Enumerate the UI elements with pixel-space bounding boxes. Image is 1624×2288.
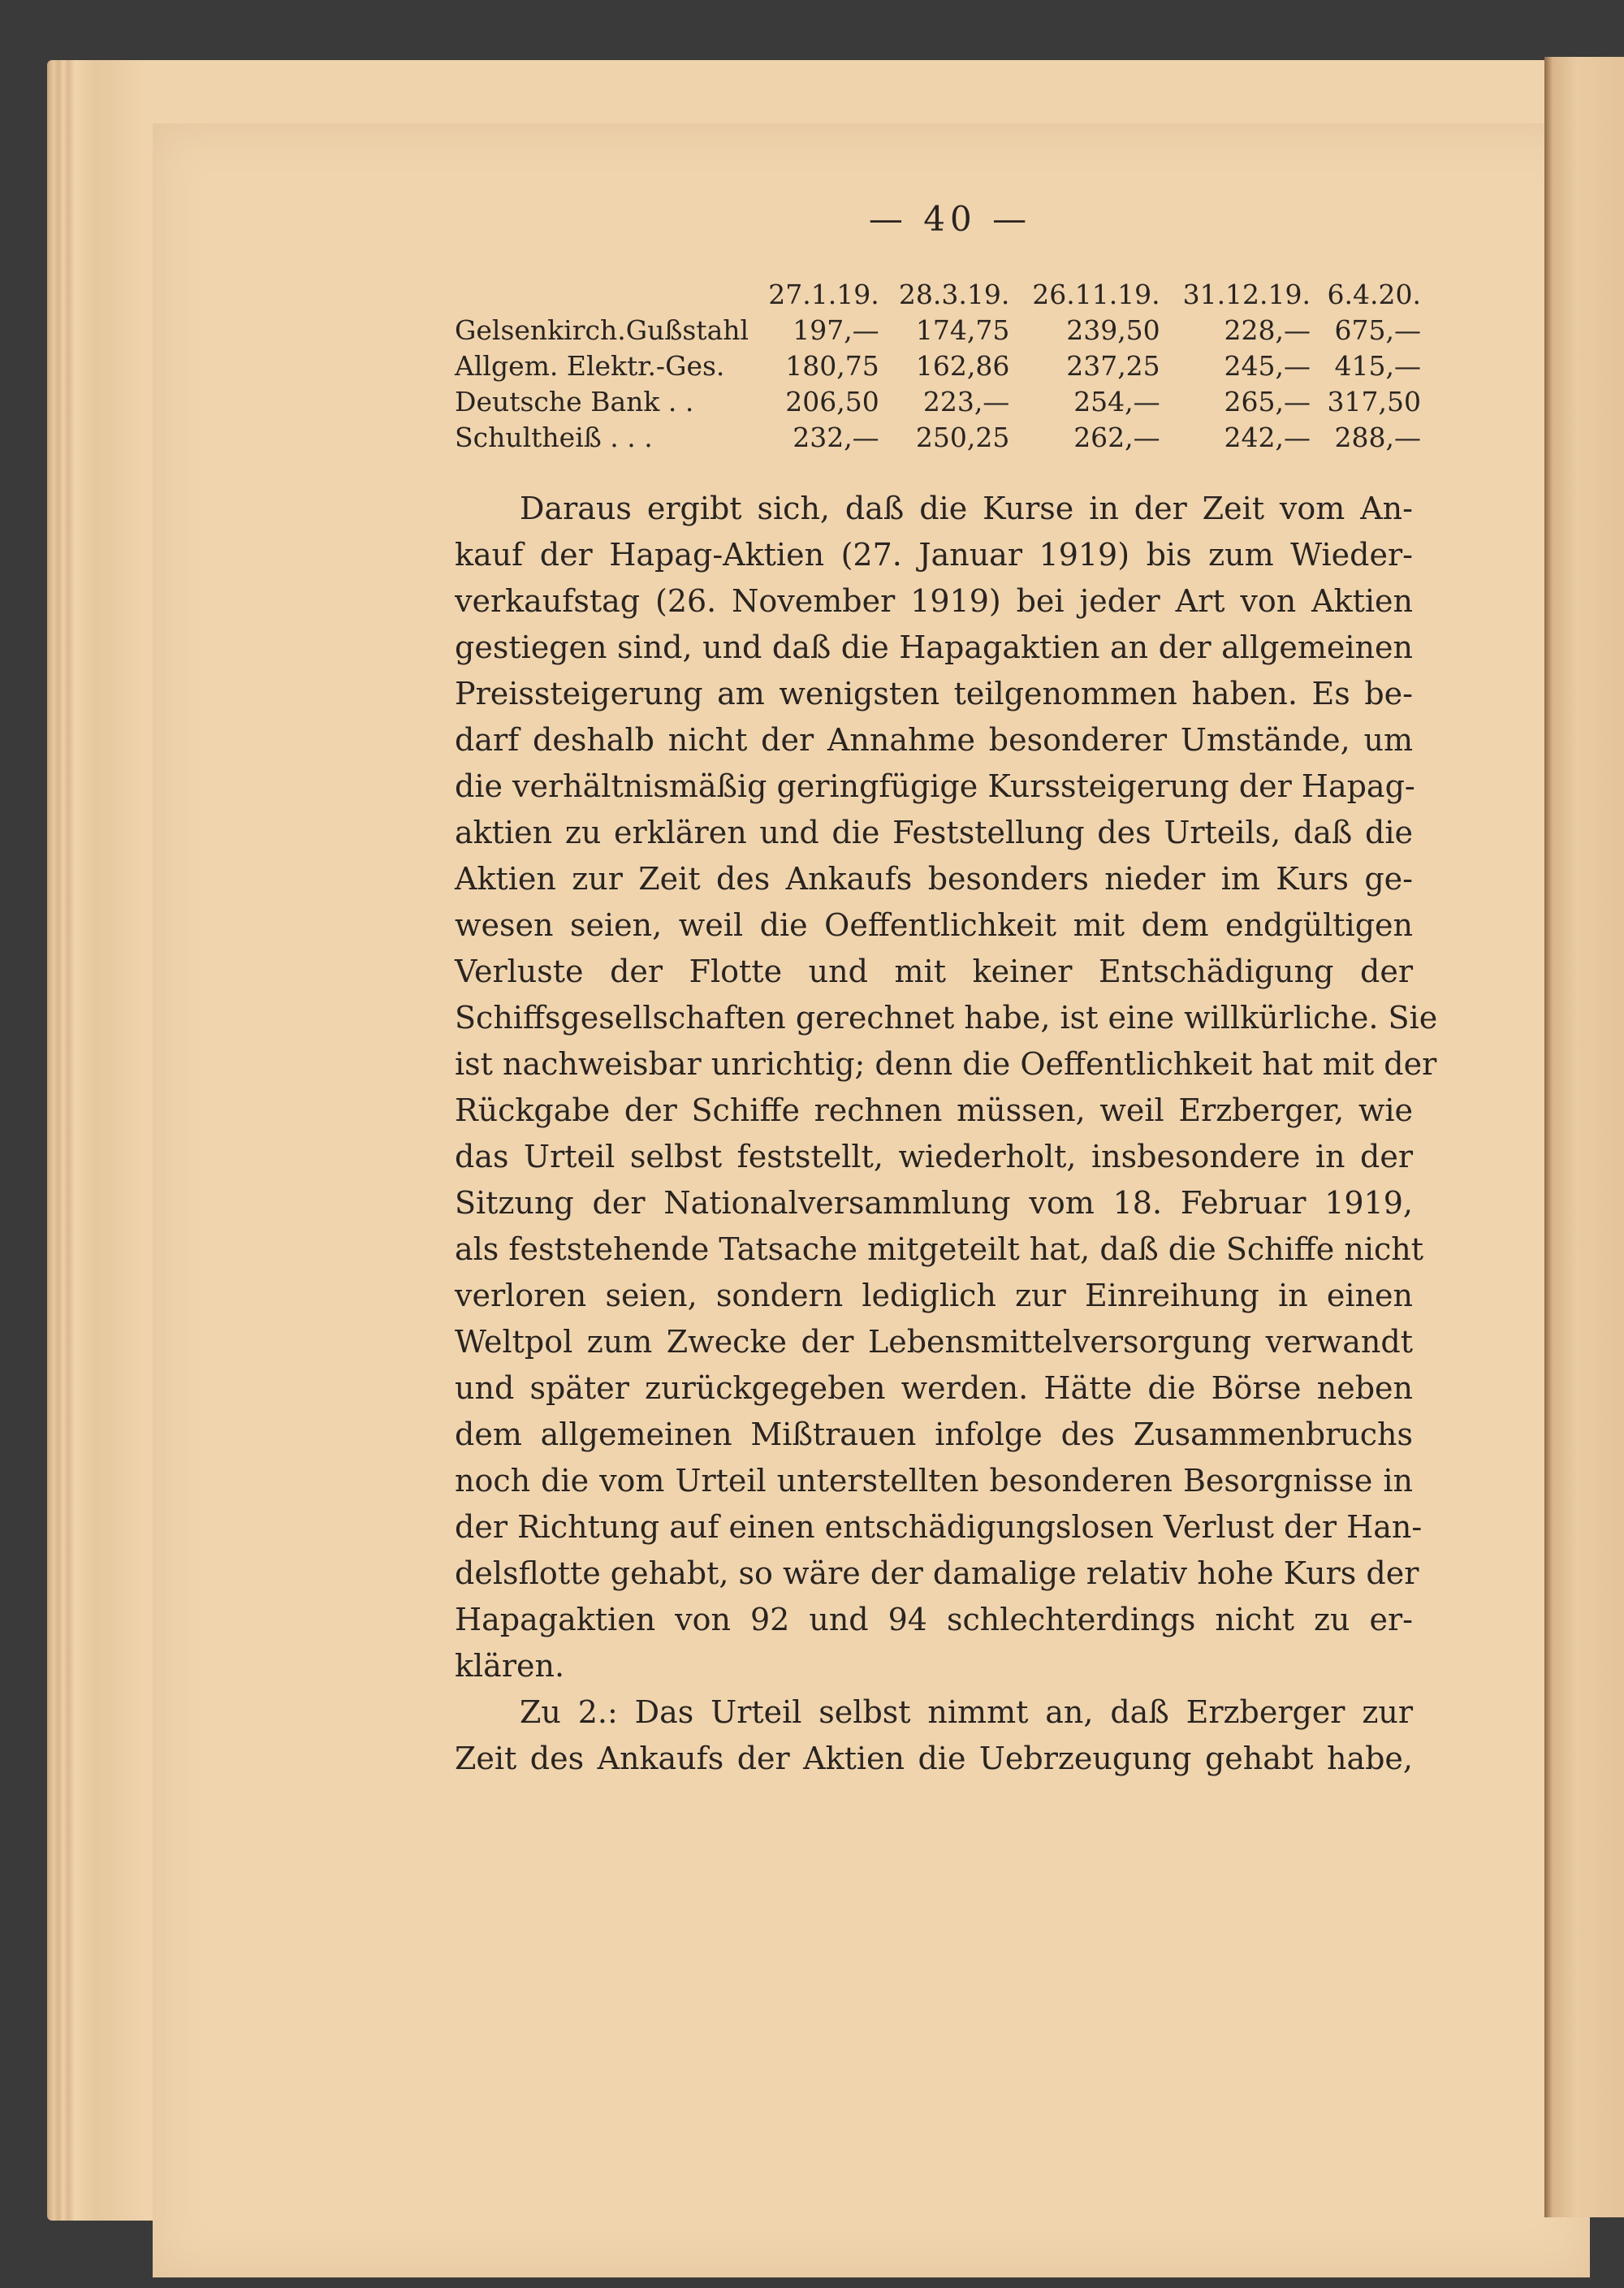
text-line: und später zurückgegeben werden. Hätte die Börse neben (455, 1370, 1413, 1406)
stock-value: 265,— (1224, 385, 1311, 417)
text-line: aktien zu erklären und die Feststellung des Urteils, daß die (455, 815, 1413, 850)
stock-name: Schultheiß . . . (455, 421, 653, 453)
text-line: Rückgabe der Schiffe rechnen müssen, weil Erzberger, wie (455, 1092, 1413, 1128)
stock-value: 162,86 (915, 349, 1010, 382)
paragraph-1 (455, 486, 1438, 1689)
text-line: Zu 2.: Das Urteil selbst nimmt an, daß Erzberger zur (520, 1694, 1413, 1730)
stock-value: 223,— (922, 385, 1010, 417)
stock-name: Deutsche Bank . . (455, 385, 694, 417)
text-line: gestiegen sind, und daß die Hapagaktien an der allgemeinen (455, 629, 1413, 665)
stock-value: 317,50 (1327, 385, 1421, 417)
table-row (455, 312, 1421, 348)
stock-value: 288,— (1334, 421, 1421, 453)
table-row (455, 348, 1421, 383)
stock-value: 239,50 (1066, 314, 1160, 346)
body-text (455, 486, 1438, 1782)
text-line: die verhältnismäßig geringfügige Kurssteigerung der Hapag- (455, 768, 1415, 804)
stock-value: 245,— (1224, 349, 1311, 382)
text-line: Preissteigerung am wenigsten teilgenommen haben. Es be- (455, 676, 1413, 711)
stock-value: 174,75 (915, 314, 1010, 346)
stock-value: 242,— (1224, 421, 1311, 453)
table-row (455, 383, 1421, 419)
text-line: Schiffsgesellschaften gerechnet habe, ist eine willkürliche. Sie (455, 1000, 1438, 1036)
table-row (455, 419, 1421, 455)
page-number: — 40 — (868, 199, 1032, 239)
stock-value: 232,— (793, 421, 879, 453)
table-header-cell: 26.11.19. (1032, 278, 1160, 310)
paragraph-2 (455, 1689, 1413, 1782)
table-header-cell: 28.3.19. (898, 278, 1010, 310)
table-header-cell: 27.1.19. (768, 278, 879, 310)
text-line: Hapagaktien von 92 und 94 schlechterdings nicht zu er- (455, 1602, 1413, 1637)
stock-value: 180,75 (785, 349, 879, 382)
stock-name: Allgem. Elektr.-Ges. (455, 349, 725, 382)
text-line: Daraus ergibt sich, daß die Kurse in der Zeit vom An- (520, 491, 1413, 526)
table-header-row (455, 276, 1421, 312)
text-line: Zeit des Ankaufs der Aktien die Uebrzeugung gehabt habe, (455, 1741, 1413, 1776)
stock-value: 675,— (1334, 314, 1421, 346)
text-line: das Urteil selbst feststellt, wiederholt, insbesondere in der (455, 1139, 1413, 1174)
text-line: delsflotte gehabt, so wäre der damalige relativ hohe Kurs der (455, 1555, 1419, 1591)
stock-value: 415,— (1334, 349, 1421, 382)
text-line: Weltpol zum Zwecke der Lebensmittelversorgung verwandt (455, 1324, 1413, 1360)
text-line: als feststehende Tatsache mitgeteilt hat, daß die Schiffe nicht (455, 1231, 1423, 1267)
text-line: Sitzung der Nationalversammlung vom 18. Februar 1919, (455, 1185, 1413, 1221)
facing-page-edge (1544, 57, 1624, 2217)
text-line: Verluste der Flotte und mit keiner Entschädigung der (455, 954, 1413, 989)
text-line: dem allgemeinen Mißtrauen infolge des Zusammenbruchs (455, 1416, 1413, 1452)
stock-value: 228,— (1224, 314, 1311, 346)
text-line: noch die vom Urteil unterstellten besonderen Besorgnisse in (455, 1463, 1413, 1499)
text-line: kauf der Hapag-Aktien (27. Januar 1919) bis zum Wieder- (455, 537, 1413, 573)
table-header-cell: 6.4.20. (1327, 278, 1421, 310)
stock-value: 206,50 (785, 385, 879, 417)
stock-name: Gelsenkirch.Gußstahl (455, 314, 749, 346)
text-line: klären. (455, 1648, 565, 1684)
text-line: verkaufstag (26. November 1919) bei jeder Art von Aktien (455, 583, 1413, 619)
stock-value: 262,— (1073, 421, 1160, 453)
stock-value: 197,— (793, 314, 879, 346)
text-line: wesen seien, weil die Oeffentlichkeit mit dem endgültigen (455, 907, 1413, 943)
text-line: darf deshalb nicht der Annahme besonderer Umstände, um (455, 722, 1413, 758)
stock-value: 237,25 (1066, 349, 1160, 382)
text-line: Aktien zur Zeit des Ankaufs besonders nieder im Kurs ge- (455, 861, 1413, 897)
stock-price-table (455, 276, 1421, 455)
table-header-cell: 31.12.19. (1182, 278, 1311, 310)
text-line: der Richtung auf einen entschädigungslosen Verlust der Han- (455, 1509, 1423, 1545)
text-line: ist nachweisbar unrichtig; denn die Oeffentlichkeit hat mit der (455, 1046, 1437, 1082)
text-line: verloren seien, sondern lediglich zur Einreihung in einen (455, 1278, 1413, 1313)
stock-value: 250,25 (915, 421, 1010, 453)
table-header-cell (455, 276, 749, 312)
stock-value: 254,— (1073, 385, 1160, 417)
